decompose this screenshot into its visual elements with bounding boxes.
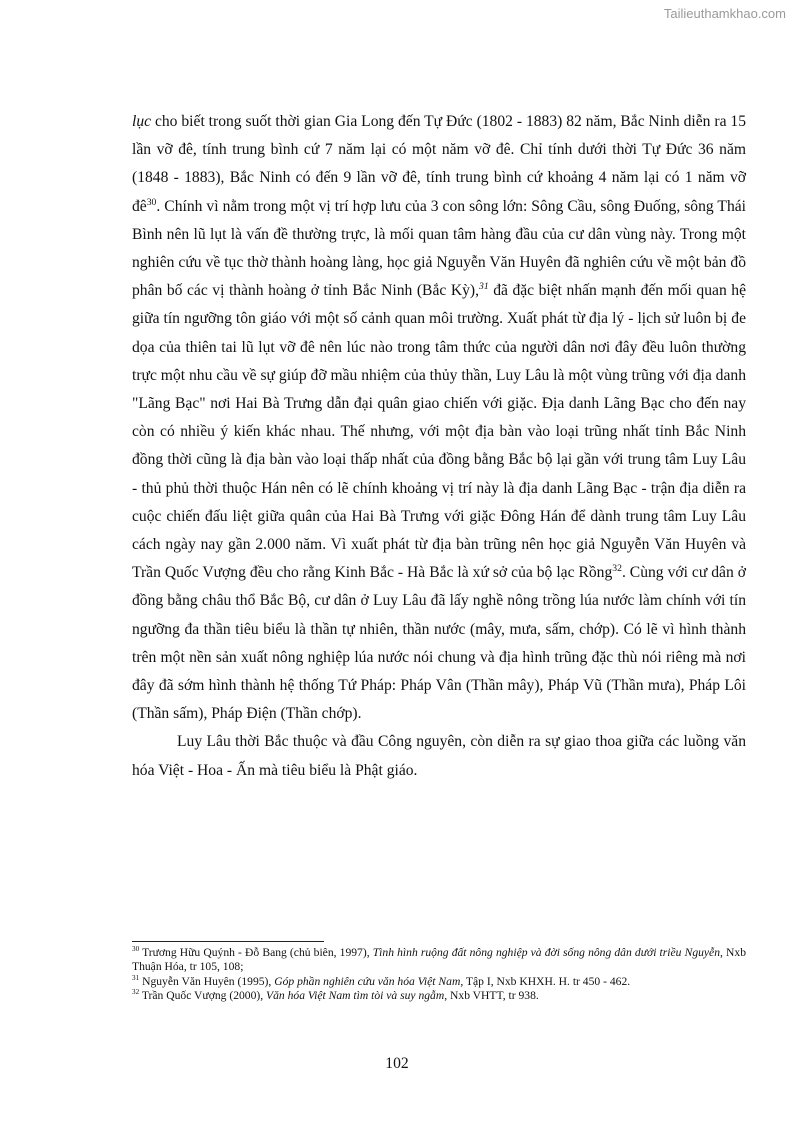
footnote-ref-31-number: 31 [479,281,489,293]
footnote-32 [132,989,746,1003]
footnote-ref-31[interactable] [479,281,489,292]
footnote-title: Văn hóa Việt Nam tìm tòi và suy ngẫm [266,988,445,1002]
paragraph-2: Luy Lâu thời Bắc thuộc và đầu Công nguyên, còn diễn ra sự giao thoa giữa các luồng văn hóa Việt - Hoa - Ấn mà tiêu biểu là Phật giáo. [132,733,746,779]
footnote-number: 30 [132,945,140,954]
body-text [132,108,746,785]
footnote-number: 31 [132,973,140,982]
footnote-publisher: , Tập I, Nxb KHXH. H. tr 450 - 462. [460,974,631,988]
footnote-author: Trương Hữu Quýnh - Đỗ Bang (chủ biên, 1997), [139,946,373,959]
paragraph-1-text-a: cho biết trong suốt thời gian Gia Long đến Tự Đức (1802 - 1883) 82 năm, Bắc Ninh diễn ra 15 lần vỡ đê, tính trung bình cứ 7 năm lại có một năm vỡ đê. Chỉ tính dưới thời Tự Đức 36 năm (1848 - 1883), Bắc Ninh có đến 9 lần vỡ đê, tính trung bình cứ khoảng 4 năm lại có 1 năm vỡ đê [132,113,746,215]
footnote-publisher: , Nxb VHTT, tr 938. [444,988,539,1002]
watermark-text: Tailieuthamkhao.com [663,6,786,21]
footnote-title: Tình hình ruộng đất nông nghiệp và đời sống nông dân dưới triều Nguyễn [372,946,721,959]
page-number: 102 [385,1055,409,1072]
footnote-ref-32[interactable]: 32 [612,563,622,575]
footnote-publisher: , Nxb Thuận Hóa, tr 105, 108; [132,946,747,974]
paragraph-1 [132,108,746,728]
paragraph-1-text-b: . Chính vì nằm trong một vị trí hợp lưu của 3 con sông lớn: Sông Cầu, sông Đuống, sông Thái Bình nên lũ lụt là vấn đề thường trực, là mối quan tâm hàng đầu của cư dân vùng này. Trong một nghiên cứu về tục thờ thành hoàng làng, học giả Nguyễn Văn Huyên đã nghiên cứu về một bản đồ phân bố các vị thành hoàng ở tỉnh Bắc Ninh (Bắc Kỳ), [132,197,746,300]
footnote-title: Góp phần nghiên cứu văn hóa Việt Nam [274,974,461,988]
footnote-author: Trần Quốc Vượng (2000), [139,988,267,1002]
lead-italic-word: lục [132,113,152,130]
paragraph-1-text-d: . Cùng với cư dân ở đồng bằng châu thổ Bắc Bộ, cư dân ở Luy Lâu đã lấy nghề nông trồng lúa nước làm chính với tín ngưỡng đa thần tiêu biểu là thần tự nhiên, thần nước (mây, mưa, sấm, chớp). Có lẽ vì hình thành trên một nền sản xuất nông nghiệp lúa nước nói chung và địa hình trũng đặc thù nói riêng mà nơi đây đã sớm hình thành hệ thống Tứ Pháp: Pháp Vân (Thần mây), Pháp Vũ (Thần mưa), Pháp Lôi (Thần sấm), Pháp Điện (Thần chớp). [132,564,746,723]
footnote-ref-30[interactable]: 30 [146,196,157,208]
footnote-number: 32 [132,988,140,997]
footnote-30 [132,946,746,975]
paragraph-1-text-c: đã đặc biệt nhấn mạnh đến mối quan hệ giữa tín ngưỡng tôn giáo với một số cảnh quan môi trường. Xuất phát từ địa lý - lịch sử luôn bị đe dọa của thiên tai lũ lụt vỡ đê nên lúc nào trong tâm thức của người dân nơi đây đều luôn thường trực một nhu cầu về sự giúp đỡ mầu nhiệm của thủy thần, Luy Lâu là một vùng trũng với địa danh "Lãng Bạc" nơi Hai Bà Trưng dẫn đại quân giao chiến với giặc. Địa danh Lãng Bạc cho đến nay còn có nhiều ý kiến khác nhau. Thế nhưng, với một địa bàn vào loại trũng nhất tỉnh Bắc Ninh đồng thời cũng là địa bàn vào loại thấp nhất của đồng bằng Bắc bộ lại gần với trung tâm Luy Lâu - thủ phủ thời thuộc Hán nên có lẽ chính khoảng vị trí này là địa danh Lãng Bạc - trận địa diễn ra cuộc chiến đấu liệt giữa quân của Hai Bà Trưng với giặc Đông Hán để dành trung tâm Luy Lâu cách ngày nay gần 2.000 năm. Vì xuất phát từ địa bàn trũng nên học giả Nguyễn Văn Huyên và Trần Quốc Vượng đều cho rằng Kinh Bắc - Hà Bắc là xứ sở của bộ lạc Rồng [132,282,746,582]
footnotes [132,946,746,1003]
footnote-separator [132,941,324,942]
footnote-31 [132,975,746,989]
footnote-author: Nguyễn Văn Huyên (1995), [139,974,275,988]
